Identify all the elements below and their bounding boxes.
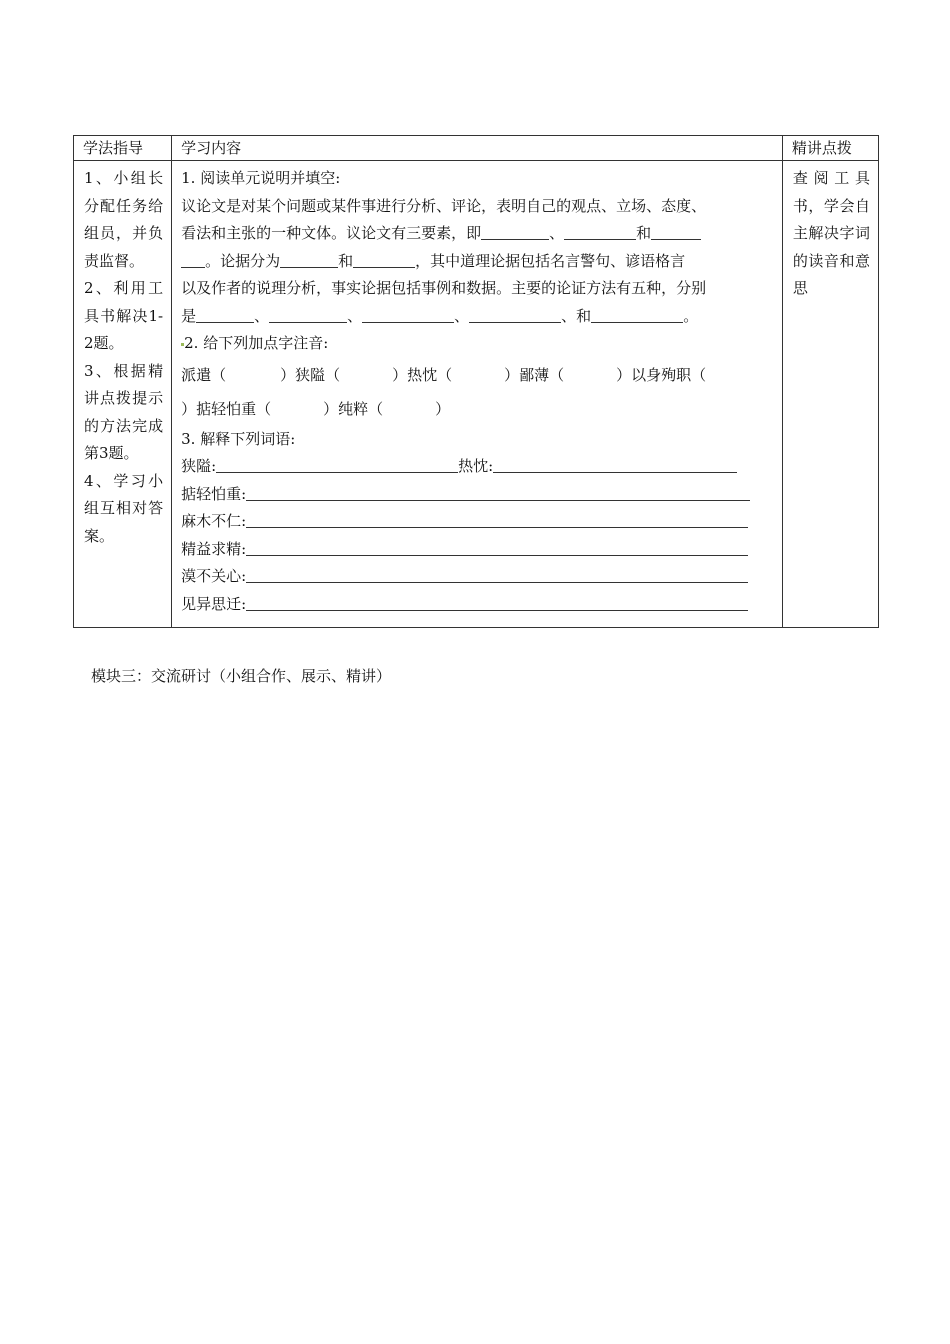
definition-blank[interactable]	[216, 457, 458, 473]
definition-blank[interactable]	[246, 540, 748, 556]
content-cell	[172, 161, 782, 618]
q1-line3	[181, 248, 774, 276]
q2-row2	[181, 392, 774, 426]
q3-row	[181, 453, 774, 481]
guidance-cell	[74, 161, 171, 550]
term-label: 狭隘:	[181, 457, 217, 475]
q1-line1: 议论文是对某个问题或某件事进行分析、评论，表明自己的观点、立场、态度、	[181, 196, 707, 215]
fill-blank[interactable]	[591, 306, 683, 323]
pinyin-item: ）纯粹（	[323, 399, 384, 418]
definition-blank[interactable]	[246, 512, 748, 528]
fill-blank[interactable]	[196, 306, 254, 323]
term-label: 精益求精:	[181, 539, 247, 558]
term-label: 见异思迁:	[181, 594, 247, 613]
q1-text: 、	[549, 224, 565, 242]
term-label: 掂轻怕重:	[181, 484, 247, 503]
q3-row	[181, 536, 774, 564]
q2-title-text: 2. 给下列加点字注音:	[184, 334, 329, 352]
q1-title: 1. 阅读单元说明并填空:	[181, 169, 341, 187]
fill-blank[interactable]	[481, 223, 549, 240]
q2-title	[181, 330, 774, 358]
header-tips: 精讲点拨	[791, 139, 852, 157]
definition-blank[interactable]	[246, 485, 750, 501]
pinyin-item: 派遣（	[181, 365, 227, 384]
pinyin-item: ）狭隘（	[280, 365, 341, 384]
q1-text: 看法和主张的一种文体。议论文有三要素，即	[181, 224, 482, 242]
q1-line5	[181, 303, 774, 331]
guidance-item: 1、小组长分配任务给组员，并负责监督。	[84, 169, 164, 270]
table-header-row	[74, 136, 879, 161]
guidance-item: 4、学习小组互相对答案。	[84, 471, 164, 545]
q1-text: 是	[181, 306, 197, 325]
q1-text: ，其中道理论据包括名言警句、谚语格言	[415, 251, 686, 270]
q1-line4: 以及作者的说理分析，事实论据包括事例和数据。主要的论证方法有五种，分别	[181, 279, 707, 297]
term-label: 热忱:	[458, 457, 494, 475]
q1-text: 。	[683, 306, 699, 325]
pinyin-item: ）热忱（	[392, 365, 453, 384]
fill-blank[interactable]	[280, 251, 338, 268]
fill-blank[interactable]	[564, 223, 636, 240]
q1-text: 和	[338, 251, 354, 270]
fill-blank[interactable]	[269, 306, 347, 323]
guidance-item: 3、根据精讲点拨提示的方法完成第3题。	[84, 361, 164, 462]
table-body-row	[74, 161, 879, 628]
q1-text: 、	[254, 306, 270, 325]
q3-row	[181, 481, 774, 509]
pinyin-item: ）鄙薄（	[504, 365, 565, 384]
q1-text: 、和	[561, 306, 592, 325]
q3-title: 3. 解释下列词语:	[181, 429, 296, 448]
fill-blank[interactable]	[651, 223, 701, 240]
tips-cell: 查阅工具书，学会自主解决字词的读音和意思	[792, 169, 870, 297]
q1-text: 、	[454, 306, 470, 325]
definition-blank[interactable]	[246, 595, 748, 611]
q3-row	[181, 591, 774, 619]
q2-row1	[181, 358, 774, 392]
fill-blank[interactable]	[353, 251, 415, 268]
term-label: 漠不关心:	[181, 567, 247, 585]
q3-row	[181, 508, 774, 536]
q1-text: 。论据分为	[205, 251, 281, 270]
term-label: 麻木不仁:	[181, 512, 247, 530]
header-guidance: 学法指导	[83, 139, 144, 157]
q1-text: 和	[636, 224, 652, 242]
definition-blank[interactable]	[246, 567, 748, 583]
q1-line2	[181, 220, 774, 248]
q3-row	[181, 563, 774, 591]
guidance-item: 2、利用工具书解决1-2题。	[84, 279, 164, 352]
study-table	[73, 135, 879, 628]
header-content: 学习内容	[181, 139, 242, 157]
fill-blank[interactable]	[362, 306, 454, 323]
fill-blank[interactable]	[181, 251, 205, 268]
q1-text: 、	[347, 306, 363, 325]
module-three-heading: 模块三：交流研讨（小组合作、展示、精讲）	[91, 667, 392, 685]
definition-blank[interactable]	[493, 457, 737, 473]
fill-blank[interactable]	[469, 306, 561, 323]
pinyin-item: ）以身殉职（	[616, 365, 707, 384]
pinyin-item: ）	[435, 399, 451, 418]
pinyin-item: ）掂轻怕重（	[181, 399, 272, 418]
